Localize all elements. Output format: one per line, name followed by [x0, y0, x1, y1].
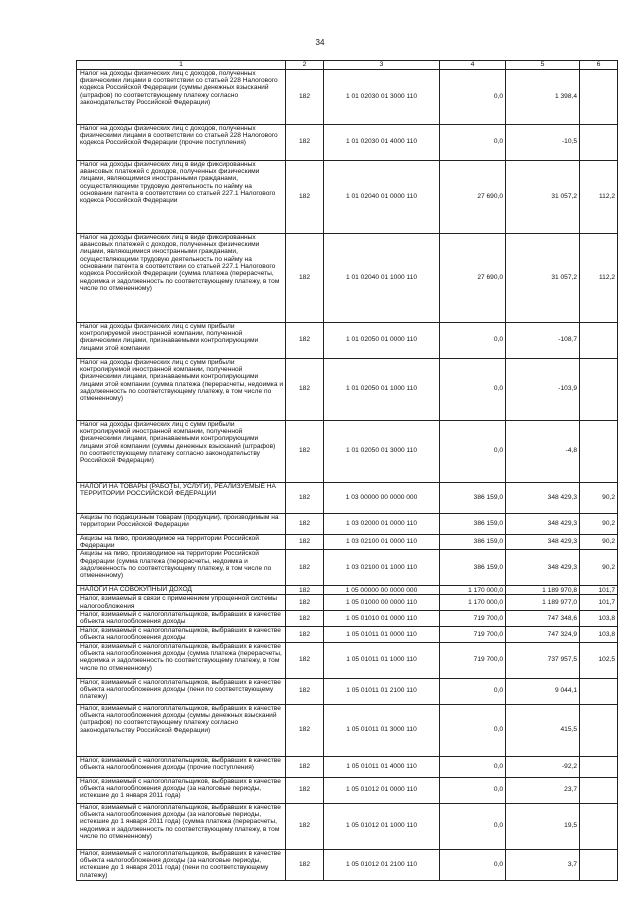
row-percent: 102,5 [580, 642, 618, 678]
row-name: Налог на доходы физических лиц в виде фиксированных авансовых платежей с доходов, полученных физическими лицами, являющимися иностранными гражданами, осуществляющими трудовую деятельность по найму на основании патента в соответствии со статьей 227.1 Налогового кодекса Российской Федерации (сумма платежа (перерасчеты, недоимка и задолженность по соответствующему платежу, в том числе по отмененному) [77, 233, 286, 322]
table-row [77, 642, 618, 678]
row-percent [580, 420, 618, 482]
row-admin-code: 182 [286, 611, 324, 627]
table-row [77, 626, 618, 642]
row-actual-value: 9 044,1 [506, 678, 580, 704]
row-plan-value: 0,0 [440, 358, 506, 420]
row-percent [580, 803, 618, 849]
row-name: НАЛОГИ НА ТОВАРЫ (РАБОТЫ, УСЛУГИ), РЕАЛИЗУЕМЫЕ НА ТЕРРИТОРИИ РОССИЙСКОЙ ФЕДЕРАЦИИ [77, 482, 286, 513]
row-name: Налог, взимаемый с налогоплательщиков, выбравших в качестве объекта налогообложения доходы (за налоговые периоды, истекшие до 1 января 2011 года) [77, 777, 286, 803]
row-actual-value: 415,5 [506, 704, 580, 756]
row-percent [580, 322, 618, 358]
row-budget-code: 1 05 01012 01 2100 110 [324, 849, 440, 880]
row-percent [580, 777, 618, 803]
row-budget-code: 1 03 02100 01 1000 110 [324, 550, 440, 586]
table-row [77, 849, 618, 880]
column-header: 5 [506, 61, 580, 70]
row-admin-code: 182 [286, 124, 324, 160]
row-budget-code: 1 05 01011 01 1000 110 [324, 642, 440, 678]
row-admin-code: 182 [286, 849, 324, 880]
row-actual-value: 348 429,3 [506, 534, 580, 550]
row-name: Налог на доходы физических лиц с сумм прибыли контролируемой иностранной компании, полученной физическими лицами, признаваемыми контролирующими лицами этой компании [77, 322, 286, 358]
row-admin-code: 182 [286, 322, 324, 358]
table-row [77, 595, 618, 611]
row-budget-code: 1 05 01011 01 2100 110 [324, 678, 440, 704]
revenue-table [76, 60, 618, 881]
row-admin-code: 182 [286, 233, 324, 322]
row-name: Налог, взимаемый с налогоплательщиков, выбравших в качестве объекта налогообложения доходы [77, 611, 286, 627]
row-budget-code: 1 03 02000 01 0000 110 [324, 513, 440, 534]
row-actual-value: 1 189 970,8 [506, 586, 580, 595]
row-actual-value: 31 057,2 [506, 233, 580, 322]
table-row [77, 586, 618, 595]
table-row [77, 233, 618, 322]
row-actual-value: 3,7 [506, 849, 580, 880]
row-plan-value: 1 170 000,0 [440, 586, 506, 595]
row-name: Налог, взимаемый с налогоплательщиков, выбравших в качестве объекта налогообложения доходы (за налоговые периоды, истекшие до 1 января 2011 года) (пени по соответствующему платежу) [77, 849, 286, 880]
row-admin-code: 182 [286, 756, 324, 777]
row-actual-value: -92,2 [506, 756, 580, 777]
row-admin-code: 182 [286, 803, 324, 849]
row-admin-code: 182 [286, 642, 324, 678]
row-plan-value: 27 690,0 [440, 160, 506, 233]
row-plan-value: 0,0 [440, 849, 506, 880]
row-name: Налог на доходы физических лиц с сумм прибыли контролируемой иностранной компании, полученной физическими лицами, признаваемыми контролирующими лицами этой компании (суммы денежных взысканий (штрафов) по соответствующему платежу согласно законодательству Российской Федерации) [77, 420, 286, 482]
table-row [77, 678, 618, 704]
table-row [77, 513, 618, 534]
row-budget-code: 1 01 02030 01 4000 110 [324, 124, 440, 160]
row-actual-value: -4,8 [506, 420, 580, 482]
row-name: Налог, взимаемый с налогоплательщиков, выбравших в качестве объекта налогообложения доходы (сумма платежа (перерасчеты, недоимка и задолженность по соответствующему платежу, в том числе по отмененному) [77, 642, 286, 678]
row-actual-value: 23,7 [506, 777, 580, 803]
row-admin-code: 182 [286, 358, 324, 420]
table-body [77, 61, 618, 881]
row-plan-value: 719 700,0 [440, 642, 506, 678]
row-name: Акцизы на пиво, производимое на территории Российской Федерации [77, 534, 286, 550]
table-row [77, 69, 618, 124]
row-actual-value: 1 398,4 [506, 69, 580, 124]
table-row [77, 704, 618, 756]
row-actual-value: 1 189 977,0 [506, 595, 580, 611]
table-row [77, 358, 618, 420]
row-plan-value: 386 159,0 [440, 534, 506, 550]
row-plan-value: 0,0 [440, 803, 506, 849]
page-number: 34 [315, 38, 325, 47]
row-name: Налог, взимаемый в связи с применением упрощенной системы налогообложения [77, 595, 286, 611]
row-budget-code: 1 01 02040 01 1000 110 [324, 233, 440, 322]
row-admin-code: 182 [286, 678, 324, 704]
row-plan-value: 386 159,0 [440, 550, 506, 586]
row-actual-value: 19,5 [506, 803, 580, 849]
row-budget-code: 1 05 01012 01 1000 110 [324, 803, 440, 849]
table-row [77, 322, 618, 358]
row-admin-code: 182 [286, 595, 324, 611]
row-percent [580, 69, 618, 124]
row-plan-value: 386 159,0 [440, 513, 506, 534]
row-admin-code: 182 [286, 586, 324, 595]
row-percent: 90,2 [580, 550, 618, 586]
table-row [77, 550, 618, 586]
table-row [77, 124, 618, 160]
row-name: Налог, взимаемый с налогоплательщиков, выбравших в качестве объекта налогообложения доходы (прочие поступления) [77, 756, 286, 777]
row-admin-code: 182 [286, 626, 324, 642]
row-actual-value: 737 957,5 [506, 642, 580, 678]
row-budget-code: 1 03 00000 00 0000 000 [324, 482, 440, 513]
row-name: Налог, взимаемый с налогоплательщиков, выбравших в качестве объекта налогообложения доходы (суммы денежных взысканий (штрафов) по соответствующему платежу согласно законодательству Российской Федерации) [77, 704, 286, 756]
row-budget-code: 1 05 01012 01 0000 110 [324, 777, 440, 803]
row-budget-code: 1 01 02050 01 1000 110 [324, 358, 440, 420]
row-percent: 112,2 [580, 233, 618, 322]
table-row [77, 482, 618, 513]
column-header: 3 [324, 61, 440, 70]
row-name: Налог, взимаемый с налогоплательщиков, выбравших в качестве объекта налогообложения доходы (за налоговые периоды, истекшие до 1 января 2011 года) (сумма платежа (перерасчеты, недоимка и задолженность по соответствующему платежу, в том числе по отмененному) [77, 803, 286, 849]
row-plan-value: 0,0 [440, 777, 506, 803]
row-percent [580, 358, 618, 420]
row-actual-value: 348 429,3 [506, 550, 580, 586]
row-plan-value: 719 700,0 [440, 611, 506, 627]
column-header: 1 [77, 61, 286, 70]
row-budget-code: 1 05 01010 01 0000 110 [324, 611, 440, 627]
row-plan-value: 0,0 [440, 124, 506, 160]
row-plan-value: 0,0 [440, 704, 506, 756]
row-actual-value: 348 429,3 [506, 482, 580, 513]
row-plan-value: 27 690,0 [440, 233, 506, 322]
row-percent [580, 678, 618, 704]
row-percent: 103,8 [580, 611, 618, 627]
row-percent: 101,7 [580, 586, 618, 595]
row-budget-code: 1 01 02050 01 3000 110 [324, 420, 440, 482]
row-percent: 103,8 [580, 626, 618, 642]
row-admin-code: 182 [286, 513, 324, 534]
row-plan-value: 0,0 [440, 322, 506, 358]
row-plan-value: 386 159,0 [440, 482, 506, 513]
row-admin-code: 182 [286, 482, 324, 513]
column-header: 2 [286, 61, 324, 70]
row-percent [580, 756, 618, 777]
table-row [77, 756, 618, 777]
row-budget-code: 1 01 02050 01 0000 110 [324, 322, 440, 358]
row-percent: 101,7 [580, 595, 618, 611]
table-row [77, 534, 618, 550]
row-actual-value: 747 348,6 [506, 611, 580, 627]
row-percent: 90,2 [580, 513, 618, 534]
row-name: Налог на доходы физических лиц с доходов, полученных физическими лицами в соответствии со статьей 228 Налогового кодекса Российской Федерации (прочие поступления) [77, 124, 286, 160]
row-plan-value: 0,0 [440, 678, 506, 704]
row-admin-code: 182 [286, 534, 324, 550]
row-actual-value: -108,7 [506, 322, 580, 358]
table-row [77, 611, 618, 627]
row-budget-code: 1 01 02040 01 0000 110 [324, 160, 440, 233]
row-admin-code: 182 [286, 550, 324, 586]
table-row [77, 803, 618, 849]
row-budget-code: 1 01 02030 01 3000 110 [324, 69, 440, 124]
row-plan-value: 0,0 [440, 420, 506, 482]
table-row [77, 777, 618, 803]
row-percent: 112,2 [580, 160, 618, 233]
column-header: 6 [580, 61, 618, 70]
row-name: Налог на доходы физических лиц в виде фиксированных авансовых платежей с доходов, полученных физическими лицами, являющимися иностранными гражданами, осуществляющими трудовую деятельность по найму на основании патента в соответствии со статьей 227.1 Налогового кодекса Российской Федерации [77, 160, 286, 233]
row-admin-code: 182 [286, 420, 324, 482]
row-plan-value: 0,0 [440, 69, 506, 124]
row-budget-code: 1 05 00000 00 0000 000 [324, 586, 440, 595]
row-actual-value: 348 429,3 [506, 513, 580, 534]
row-admin-code: 182 [286, 704, 324, 756]
row-plan-value: 719 700,0 [440, 626, 506, 642]
row-name: Акцизы на пиво, производимое на территории Российской Федерации (сумма платежа (перерасчеты, недоимка и задолженность по соответствующему платежу, в том числе по отмененному) [77, 550, 286, 586]
row-name: Налог, взимаемый с налогоплательщиков, выбравших в качестве объекта налогообложения доходы [77, 626, 286, 642]
row-actual-value: -103,9 [506, 358, 580, 420]
row-admin-code: 182 [286, 69, 324, 124]
row-plan-value: 1 170 000,0 [440, 595, 506, 611]
row-name: НАЛОГИ НА СОВОКУПНЫЙ ДОХОД [77, 586, 286, 595]
row-percent [580, 849, 618, 880]
row-actual-value: 747 324,9 [506, 626, 580, 642]
row-percent [580, 124, 618, 160]
row-percent [580, 704, 618, 756]
row-budget-code: 1 05 01011 01 3000 110 [324, 704, 440, 756]
row-percent: 90,2 [580, 534, 618, 550]
row-admin-code: 182 [286, 777, 324, 803]
row-budget-code: 1 03 02100 01 0000 110 [324, 534, 440, 550]
table-row [77, 420, 618, 482]
row-plan-value: 0,0 [440, 756, 506, 777]
column-header: 4 [440, 61, 506, 70]
row-name: Налог на доходы физических лиц с доходов, полученных физическими лицами в соответствии со статьей 228 Налогового кодекса Российской Федерации (суммы денежных взысканий (штрафов) по соответствующему платежу согласно законодательству Российской Федерации) [77, 69, 286, 124]
row-budget-code: 1 05 01011 01 4000 110 [324, 756, 440, 777]
row-name: Акцизы по подакцизным товарам (продукции), производимым на территории Российской Федерации [77, 513, 286, 534]
table-row [77, 160, 618, 233]
row-actual-value: -10,5 [506, 124, 580, 160]
row-name: Налог, взимаемый с налогоплательщиков, выбравших в качестве объекта налогообложения доходы (пени по соответствующему платежу) [77, 678, 286, 704]
row-actual-value: 31 057,2 [506, 160, 580, 233]
row-budget-code: 1 05 01011 01 0000 110 [324, 626, 440, 642]
row-name: Налог на доходы физических лиц с сумм прибыли контролируемой иностранной компании, полученной физическими лицами, признаваемыми контролирующими лицами этой компании (сумма платежа (перерасчеты, недоимка и задолженность по соответствующему платежу, в том числе по отмененному) [77, 358, 286, 420]
row-budget-code: 1 05 01000 00 0000 110 [324, 595, 440, 611]
row-admin-code: 182 [286, 160, 324, 233]
table-header-row [77, 61, 618, 70]
row-percent: 90,2 [580, 482, 618, 513]
